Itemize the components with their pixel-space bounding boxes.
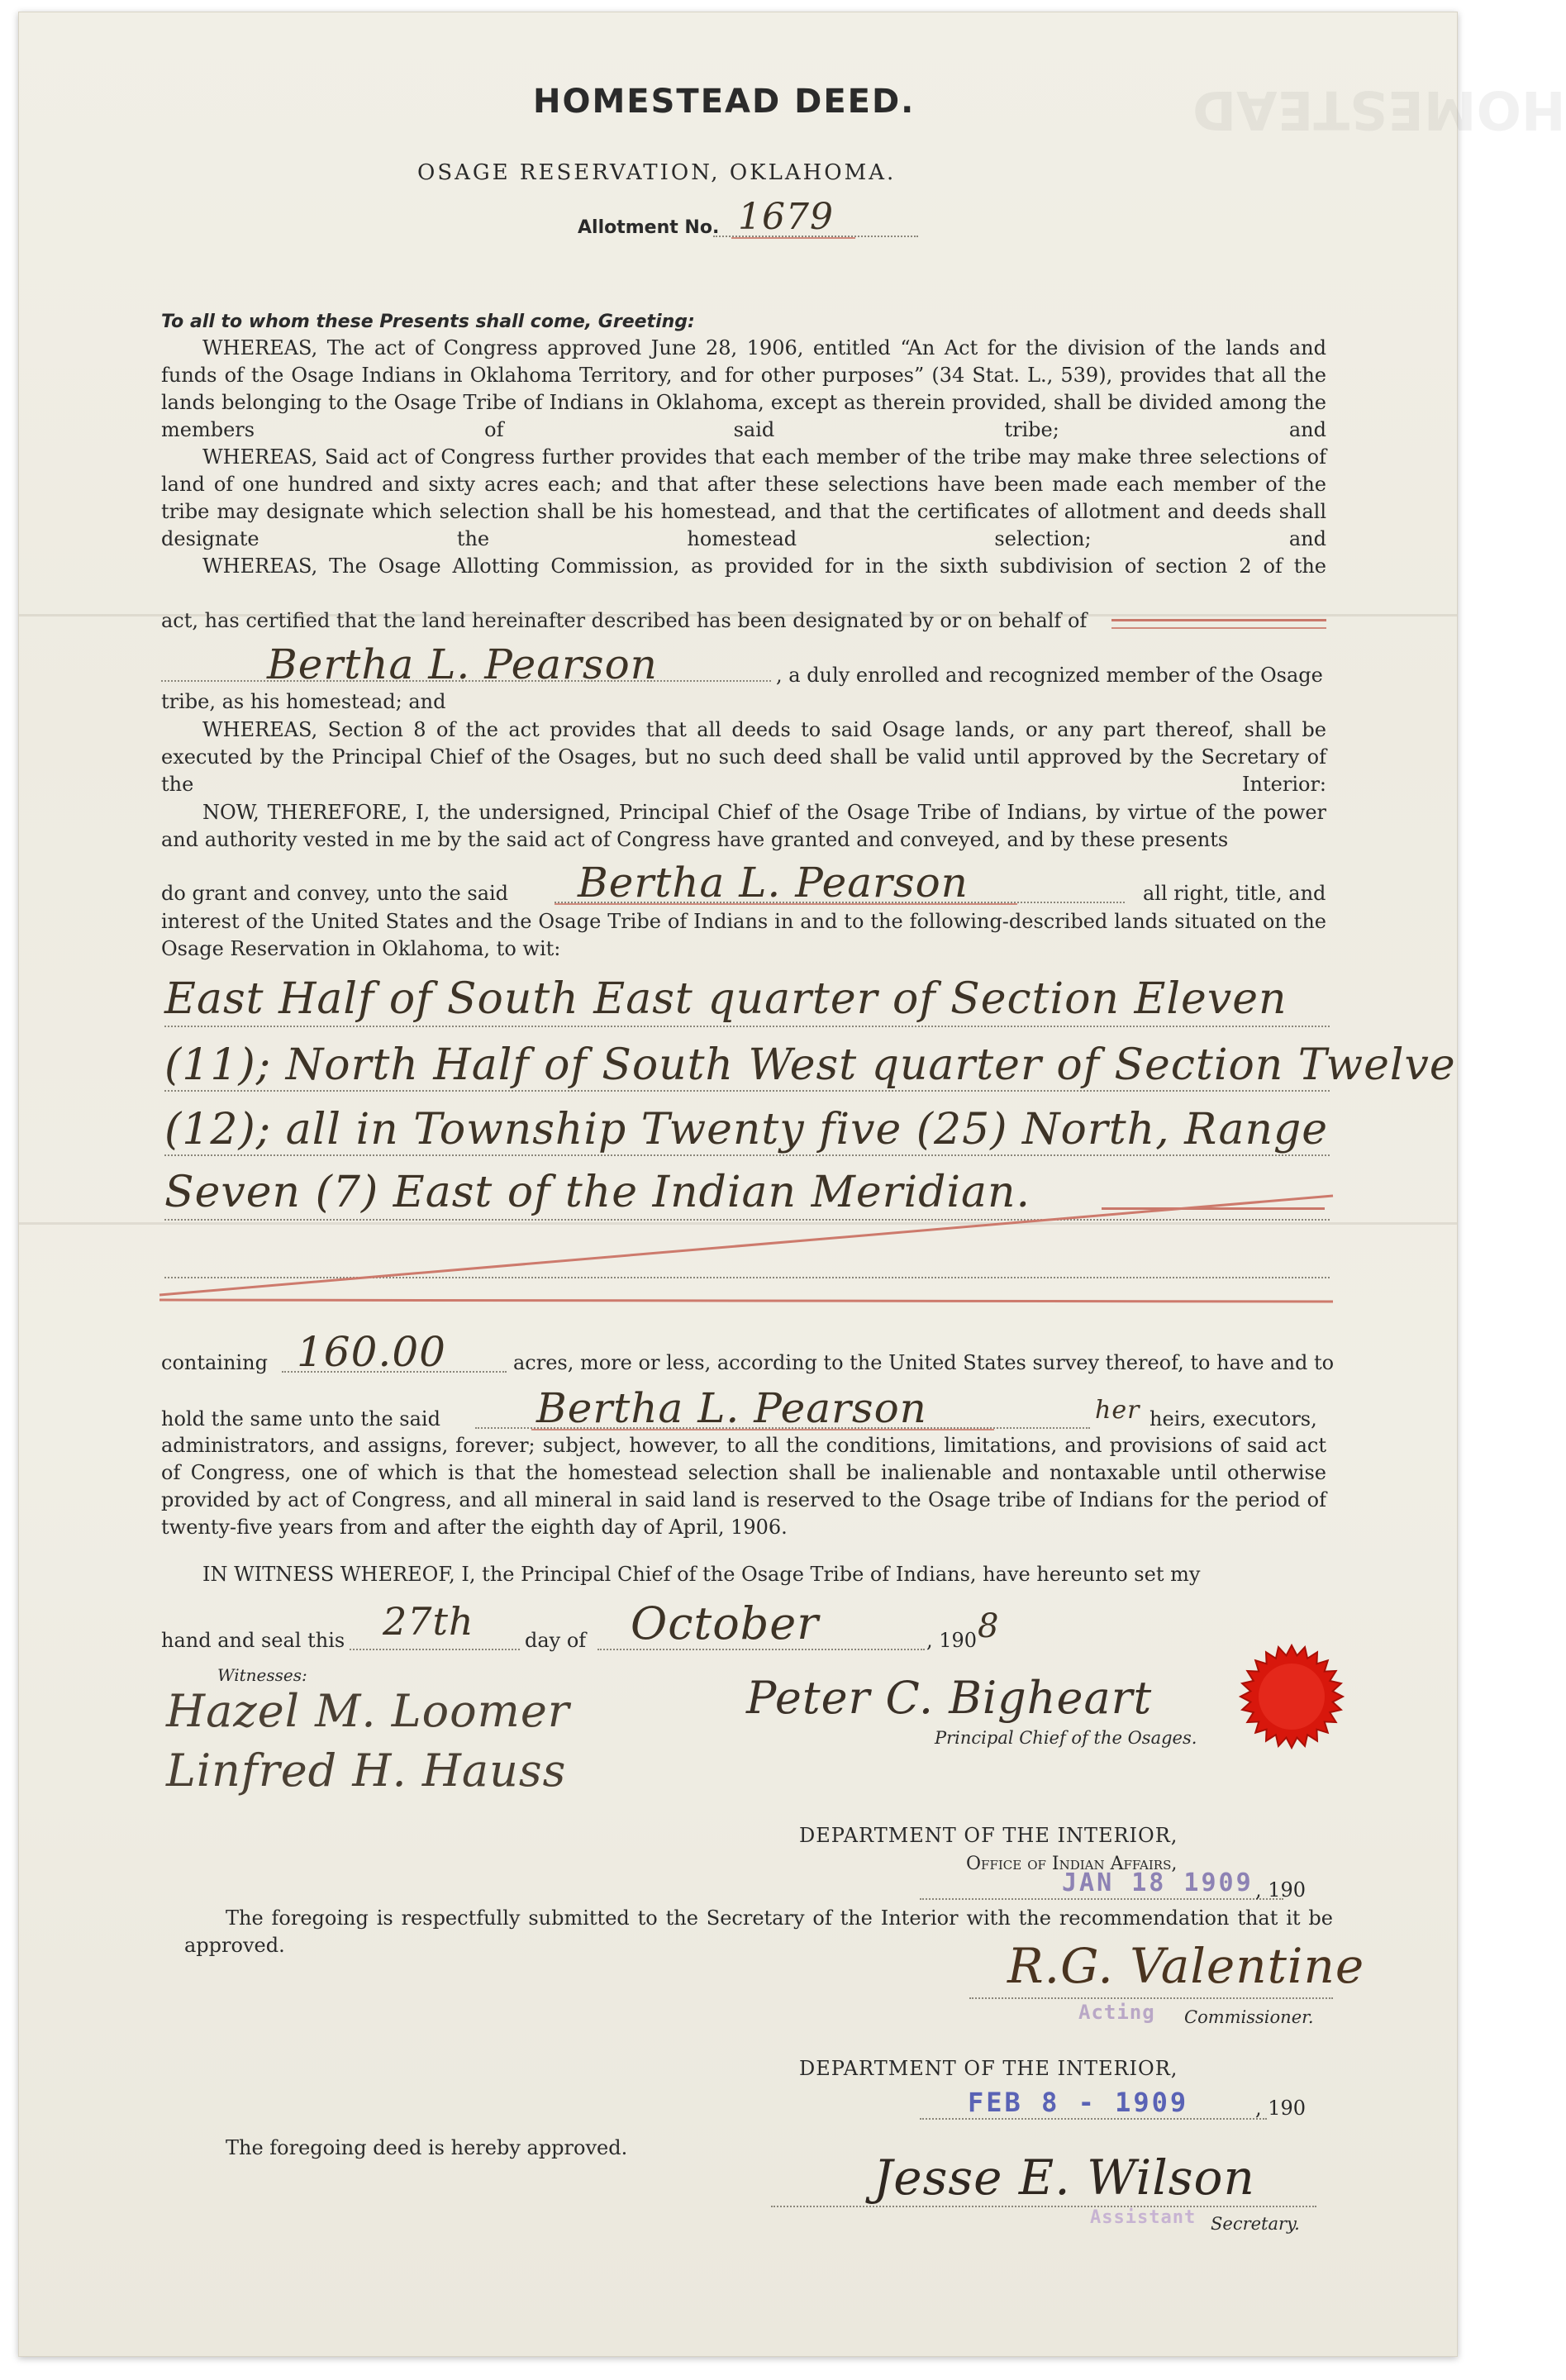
secretary-line — [771, 2206, 1316, 2207]
witness-paragraph: IN WITNESS WHEREOF, I, the Principal Chief of the Osage Tribe of Indians, have hereunto set my — [202, 1563, 1201, 1586]
department-heading-2: DEPARTMENT OF THE INTERIOR, — [799, 2057, 1178, 2080]
red-rule — [1111, 627, 1326, 629]
deed-subtitle: OSAGE RESERVATION, OKLAHOMA. — [417, 160, 897, 185]
day-of-label: day of — [525, 1629, 587, 1652]
greeting: To all to whom these Presents shall come, Greeting: — [161, 312, 695, 332]
description-line — [164, 1026, 1330, 1027]
received-date-stamp: JAN 18 1909 — [1062, 1868, 1254, 1897]
allotment-label: Allotment No. — [578, 217, 720, 238]
year-190-2: , 190 — [1255, 2097, 1307, 2120]
heirs-pronoun: her — [1095, 1396, 1140, 1425]
month-value: October — [631, 1597, 820, 1649]
commissioner-title: Commissioner. — [1184, 2007, 1314, 2027]
interest-paragraph: interest of the United States and the Osage Tribe of Indians in and to the following-described lands situated on the Osage Reservation in Oklahoma, to wit: — [161, 910, 1326, 960]
office-indian-affairs: Office of Indian Affairs, — [966, 1854, 1178, 1874]
approval-date-stamp: FEB 8 - 1909 — [968, 2087, 1189, 2118]
witness-signature-2: Linfred H. Hauss — [166, 1745, 567, 1797]
red-wax-seal — [1234, 1639, 1349, 1754]
certified-line: act, has certified that the land hereinafter described has been designated by or on behalf of — [161, 609, 1088, 632]
secretary-signature: Jesse E. Wilson — [873, 2149, 1255, 2206]
whereas-paragraph-3: WHEREAS, The Osage Allotting Commission, as provided for in the sixth subdivision of section 2 of the — [202, 555, 1326, 578]
whereas-paragraph-1: WHEREAS, The act of Congress approved June 28, 1906, entitled “An Act for the division of the lands and funds of the Osage Indians in Oklahoma Territory, and for other purposes” (34 Stat. L., 539), provides that all the lands belonging to the Osage Tribe of Indians in Oklahoma, except as therein provided, shall be divided among the members of said tribe; and — [161, 336, 1326, 441]
land-description-line-2: (11); North Half of South West quarter of Section Twelve — [164, 1040, 1456, 1090]
land-description-line-3: (12); all in Township Twenty five (25) North, Range — [164, 1105, 1329, 1154]
date-line-1 — [920, 1898, 1283, 1900]
acres-suffix: acres, more or less, according to the United States survey thereof, to have and to — [513, 1351, 1335, 1374]
member-suffix: , a duly enrolled and recognized member of the Osage — [776, 664, 1323, 687]
deed-title: HOMESTEAD DEED. — [533, 83, 916, 121]
year-190-1: , 190 — [1255, 1878, 1307, 1902]
date-line-2 — [920, 2118, 1267, 2120]
chief-title: Principal Chief of the Osages. — [935, 1728, 1197, 1748]
red-cancel-lines — [159, 1186, 1341, 1310]
bleed-through-text: HOMESTEAD — [1192, 79, 1566, 140]
holder-name: Bertha L. Pearson — [536, 1384, 927, 1432]
witnesses-label: Witnesses: — [217, 1665, 307, 1685]
commissioner-line — [969, 1997, 1333, 1999]
hand-seal-label: hand and seal this — [161, 1629, 345, 1652]
grantee-name: Bertha L. Pearson — [578, 859, 969, 907]
grant-suffix: all right, title, and — [1143, 882, 1326, 905]
commissioner-signature: R.G. Valentine — [1007, 1938, 1365, 1994]
assistant-stamp: Assistant — [1090, 2207, 1197, 2228]
secretary-title: Secretary. — [1211, 2214, 1300, 2234]
tribe-line: tribe, as his homestead; and — [161, 690, 446, 713]
approval-text: The foregoing deed is hereby approved. — [226, 2136, 628, 2159]
whereas-paragraph-2: WHEREAS, Said act of Congress further provides that each member of the tribe may make three selections of land of one hundred and sixty acres each; and that after these selections have been made each member of the tribe may designate which selection shall be his homestead, and that the certificates of allotment and deeds shall designate the homestead selection; and — [161, 445, 1326, 550]
conditions-paragraph: administrators, and assigns, forever; subject, however, to all the conditions, limitations, and provisions of said act of Congress, one of which is that the homestead selection shall be inalienable and nontaxable until otherwise provided by act of Congress, and all mineral in said land is reserved to the Osage tribe of Indians for the period of twenty-five years from and after the eighth day of April, 1906. — [161, 1434, 1326, 1539]
description-line — [164, 1154, 1330, 1156]
witness-signature-1: Hazel M. Loomer — [166, 1685, 570, 1737]
recommendation-text: The foregoing is respectfully submitted to the Secretary of the Interior with the recommendation that it be approved. — [184, 1906, 1333, 1957]
department-heading-1: DEPARTMENT OF THE INTERIOR, — [799, 1824, 1178, 1847]
day-line — [350, 1649, 520, 1650]
allotment-number: 1679 — [738, 196, 834, 238]
land-description-line-1: East Half of South East quarter of Section Eleven — [164, 974, 1288, 1024]
chief-signature: Peter C. Bigheart — [746, 1672, 1153, 1724]
acting-stamp: Acting — [1078, 2001, 1155, 2024]
hold-prefix: hold the same unto the said — [161, 1407, 440, 1430]
grant-prefix: do grant and convey, unto the said — [161, 882, 509, 905]
deed-paper — [18, 12, 1566, 2357]
member-name: Bertha L. Pearson — [267, 640, 658, 688]
now-therefore-paragraph: NOW, THEREFORE, I, the undersigned, Principal Chief of the Osage Tribe of Indians, by virtue of the power and authority vested in me by the said act of Congress have granted and conveyed, and by these presents — [161, 801, 1326, 851]
description-line — [164, 1090, 1330, 1092]
red-rule — [1111, 619, 1326, 621]
day-value: 27th — [383, 1599, 474, 1644]
containing-label: containing — [161, 1351, 268, 1374]
acres-value: 160.00 — [297, 1328, 446, 1376]
year-prefix: , 190 — [926, 1629, 978, 1652]
whereas-paragraph-4: WHEREAS, Section 8 of the act provides that all deeds to said Osage lands, or any part thereof, shall be executed by the Principal Chief of the Osages, but no such deed shall be valid until approved by the Secretary of the Interior: — [161, 718, 1326, 796]
heirs-suffix: heirs, executors, — [1150, 1407, 1317, 1430]
year-digit: 8 — [978, 1607, 1000, 1645]
land-description-line-4: Seven (7) East of the Indian Meridian. — [164, 1168, 1031, 1217]
